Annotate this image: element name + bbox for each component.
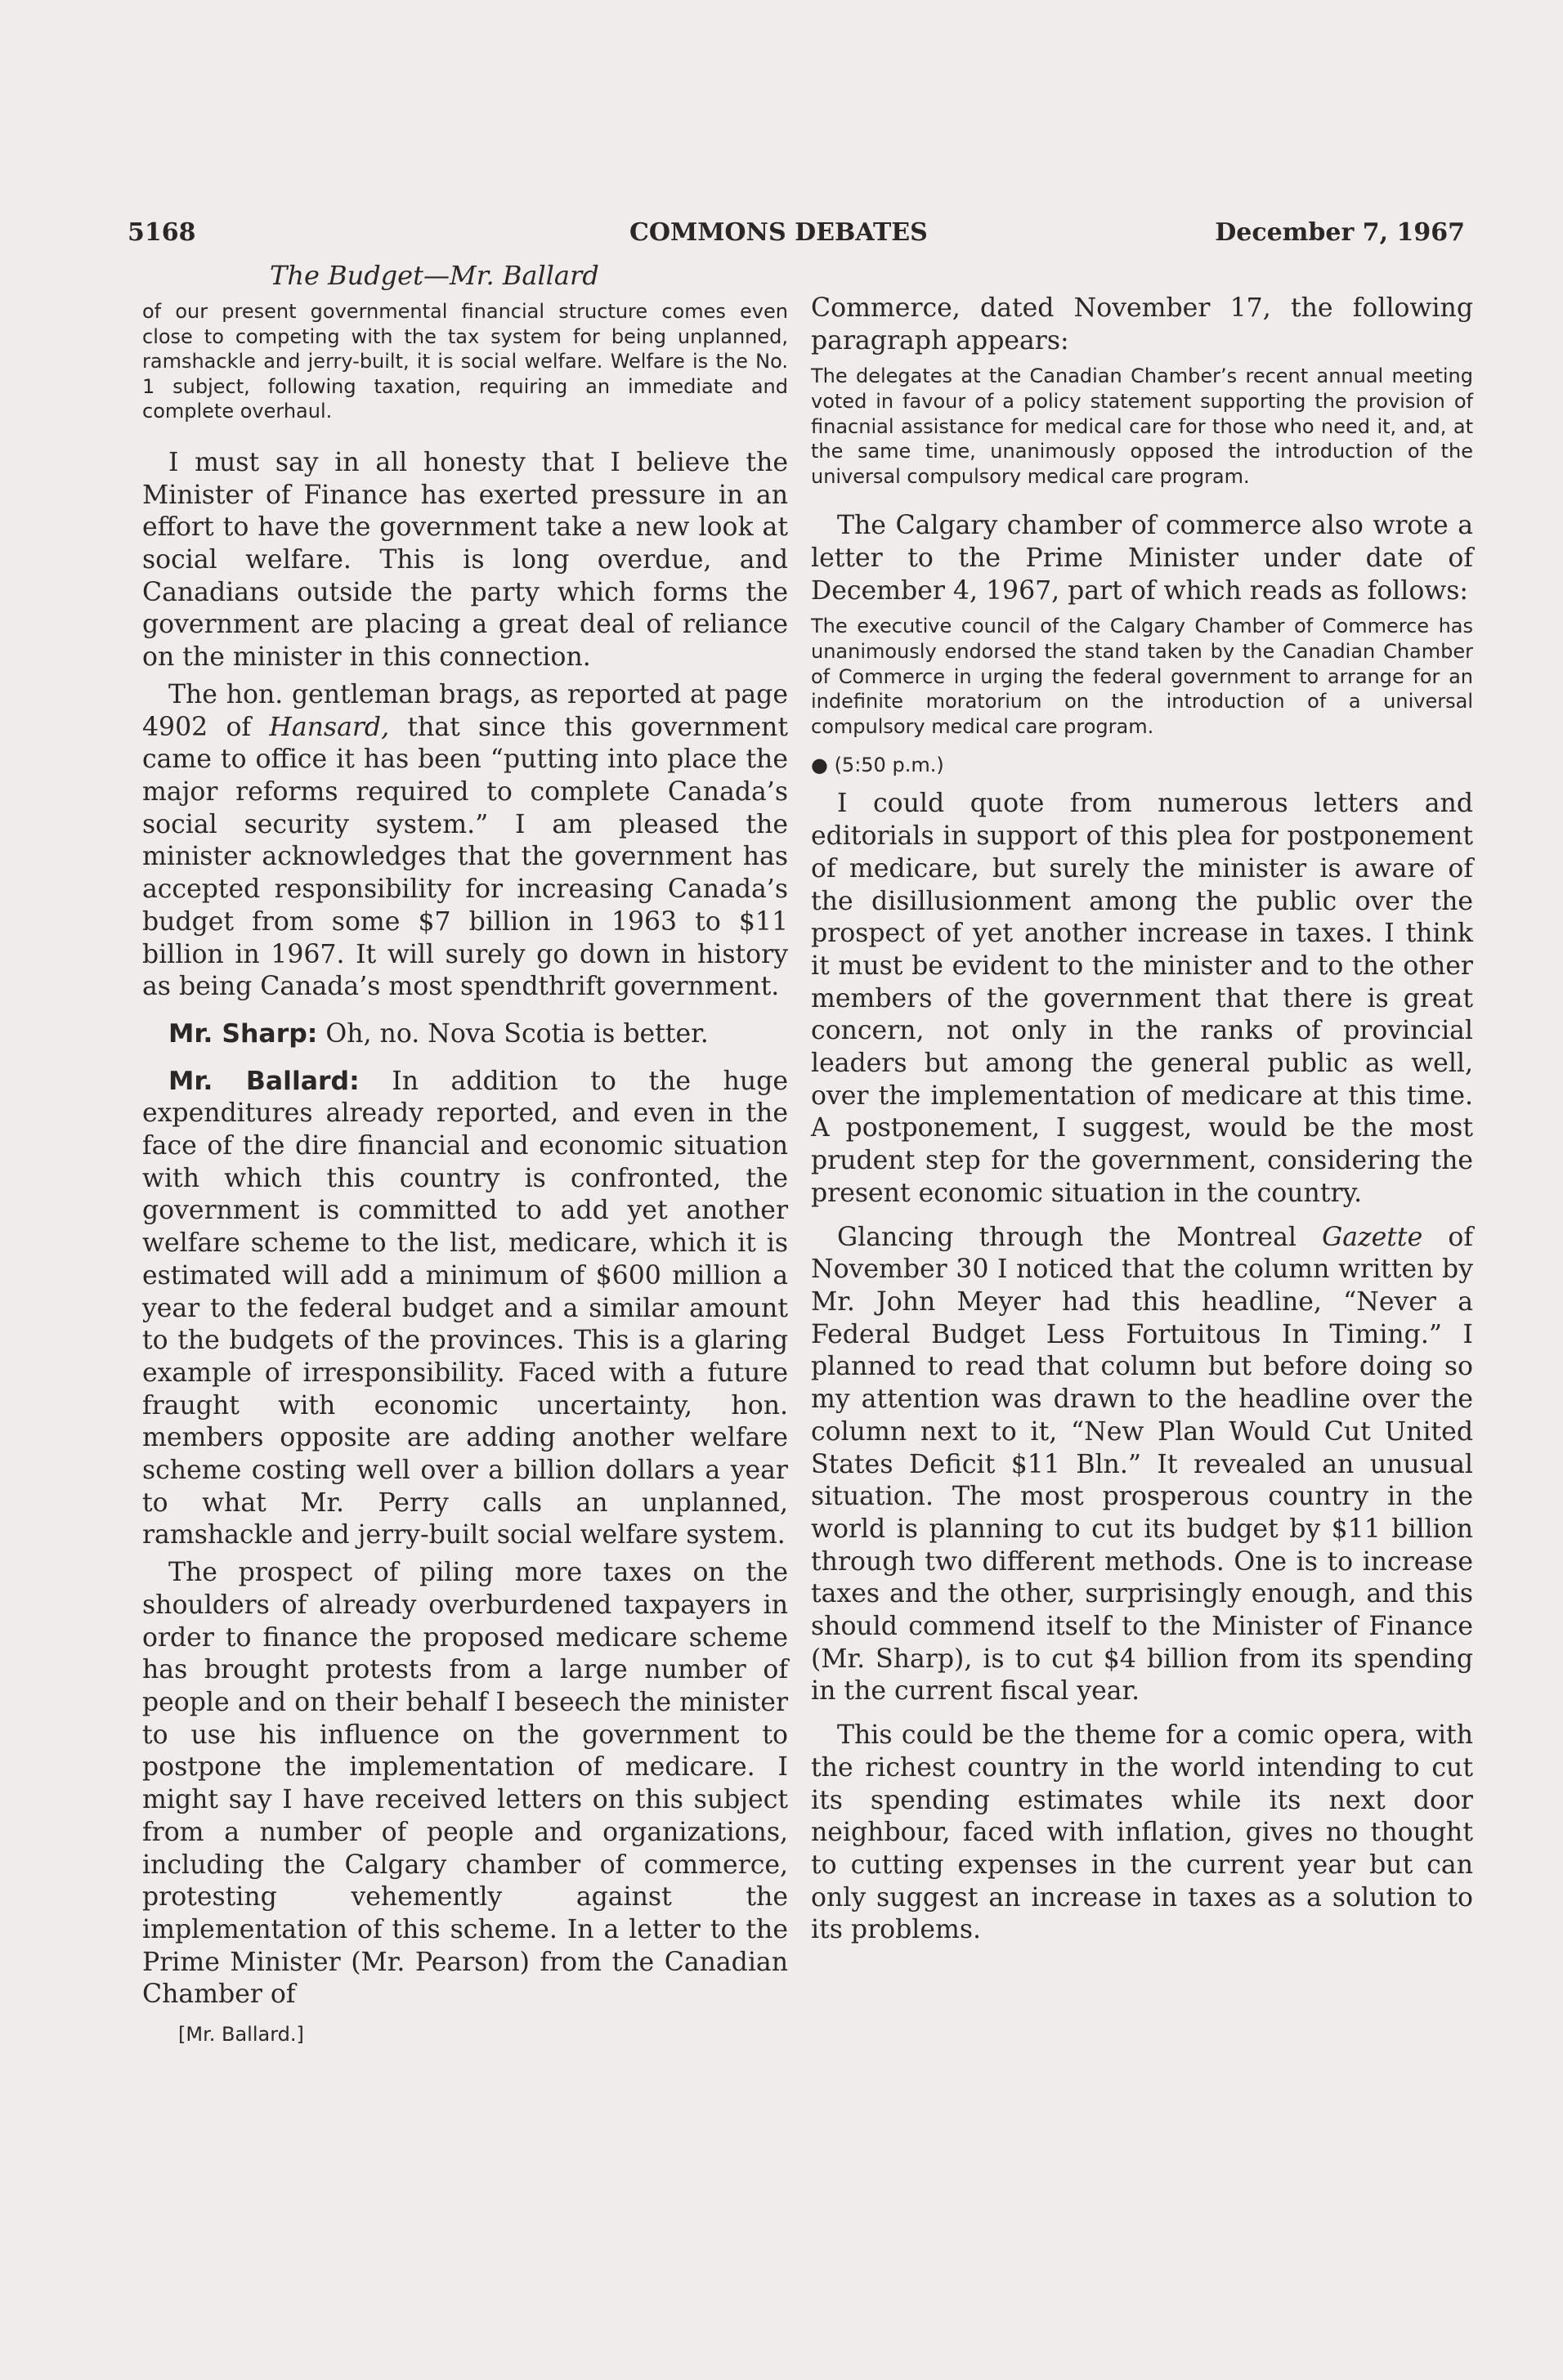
paragraph: Commerce, dated November 17, the following paragraph appears: xyxy=(811,293,1473,356)
paragraph: The hon. gentleman brags, as reported at page 4902 of Hansard, that since this government came to office it has been “putting into place the major reforms required to complete Canada’s social security system.” I am pleased the minister acknowledges that the government has accepted responsibility for increasing Canada’s budget from some $7 billion in 1963 to $11 billion in 1967. It will surely go down in history as being Canada’s most spendthrift government. xyxy=(142,679,788,1002)
paragraph: I could quote from numerous letters and editorials in support of this plea for postponement of medicare, but surely the minister is aware of the disillusionment among the public over the prospect of yet another increase in taxes. I think it must be evident to the minister and to the other members of the government that there is great concern, not only in the ranks of provincial leaders but among the general public as well, over the implementation of medicare at this time. A postponement, I suggest, would be the most prudent step for the government, considering the present economic situation in the country. xyxy=(811,789,1473,1208)
running-head: The Budget—Mr. Ballard xyxy=(270,260,599,291)
paragraph: The Calgary chamber of commerce also wrote a letter to the Prime Minister under date of December 4, 1967, part of which reads as follows: xyxy=(811,511,1473,606)
right-column xyxy=(811,293,1473,1947)
paragraph: The prospect of piling more taxes on the shoulders of already overburdened taxpayers in order to finance the proposed medicare scheme has brought protests from a large number of people and on their behalf I beseech the minister to use his influence on the government to postpone the implementation of medicare. I might say I have received letters on this subject from a number of people and organizations, including the Calgary chamber of commerce, protesting vehemently against the implementation of this scheme. In a letter to the Prime Minister (Mr. Pearson) from the Canadian Chamber of xyxy=(142,1558,788,2010)
page-date: December 7, 1967 xyxy=(1215,218,1465,247)
paragraph: This could be the theme for a comic opera, with the richest country in the world intending to cut its spending estimates while its next door neighbour, faced with inflation, gives no thought to cutting expenses in the current year but can only suggest an increase in taxes as a solution to its problems. xyxy=(811,1720,1473,1945)
speaker-name: Mr. Ballard: xyxy=(168,1066,360,1096)
page-header xyxy=(128,218,1465,251)
quoted-excerpt: of our present governmental financial structure comes even close to competing with the tax system for being unplanned, ramshackle and jerry-built, it is social welfare. Welfare is the No. 1 subject, following taxation, requiring an immediate and complete overhaul. xyxy=(142,300,788,423)
speaker-paragraph: Mr. Ballard: In addition to the huge expenditures already reported, and even in the face of the dire financial and economic situation with which this country is confronted, the government is committed to add yet another welfare scheme to the list, medicare, which it is estimated will add a minimum of $600 million a year to the federal budget and a similar amount to the budgets of the provinces. This is a glaring example of irresponsibility. Faced with a future fraught with economic uncertainty, hon. members opposite are adding another welfare scheme costing well over a billion dollars a year to what Mr. Perry calls an unplanned, ramshackle and jerry-built social welfare system. xyxy=(142,1066,788,1550)
italic-reference: Gazette xyxy=(1322,1222,1423,1252)
paragraph: Glancing through the Montreal Gazette of November 30 I noticed that the column written by Mr. John Meyer had this headline, “Never a Federal Budget Less Fortuitous In Timing.” I planned to read that column but before doing so my attention was drawn to the headline over the column next to it, “New Plan Would Cut United States Deficit $11 Bln.” It revealed an unusual situation. The most prosperous country in the world is planning to cut its budget by $11 billion through two different methods. One is to increase taxes and the other, surprisingly enough, and this should commend itself to the Minister of Finance (Mr. Sharp), is to cut $4 billion from its spending in the current fiscal year. xyxy=(811,1222,1474,1707)
speaker-name: Mr. Sharp: xyxy=(168,1018,318,1049)
footer-note: [Mr. Ballard.] xyxy=(178,2023,304,2047)
time-marker: ● (5:50 p.m.) xyxy=(811,754,944,777)
italic-reference: Hansard, xyxy=(269,712,390,742)
paragraph: I must say in all honesty that I believe the Minister of Finance has exerted pressure in an effort to have the government take a new look at social welfare. This is long overdue, and Canadians outside the party which forms the government are placing a great deal of reliance on the minister in this connection. xyxy=(142,447,788,673)
publication-title: COMMONS DEBATES xyxy=(629,218,928,247)
quoted-excerpt: The delegates at the Canadian Chamber’s recent annual meeting voted in favour of a policy statement supporting the provision of finacnial assistance for medical care for those who need it, and, at the same time, unanimously opposed the introduction of the universal compulsory medical care program. xyxy=(811,365,1473,488)
page-number: 5168 xyxy=(128,218,196,247)
left-column xyxy=(142,299,788,2046)
speaker-paragraph: Mr. Sharp: Oh, no. Nova Scotia is better. xyxy=(168,1018,709,1049)
quoted-excerpt: The executive council of the Calgary Chamber of Commerce has unanimously endorsed the stand taken by the Canadian Chamber of Commerce in urging the federal government to arrange for an indefinite moratorium on the introduction of a universal compulsory medical care program. xyxy=(811,615,1473,738)
